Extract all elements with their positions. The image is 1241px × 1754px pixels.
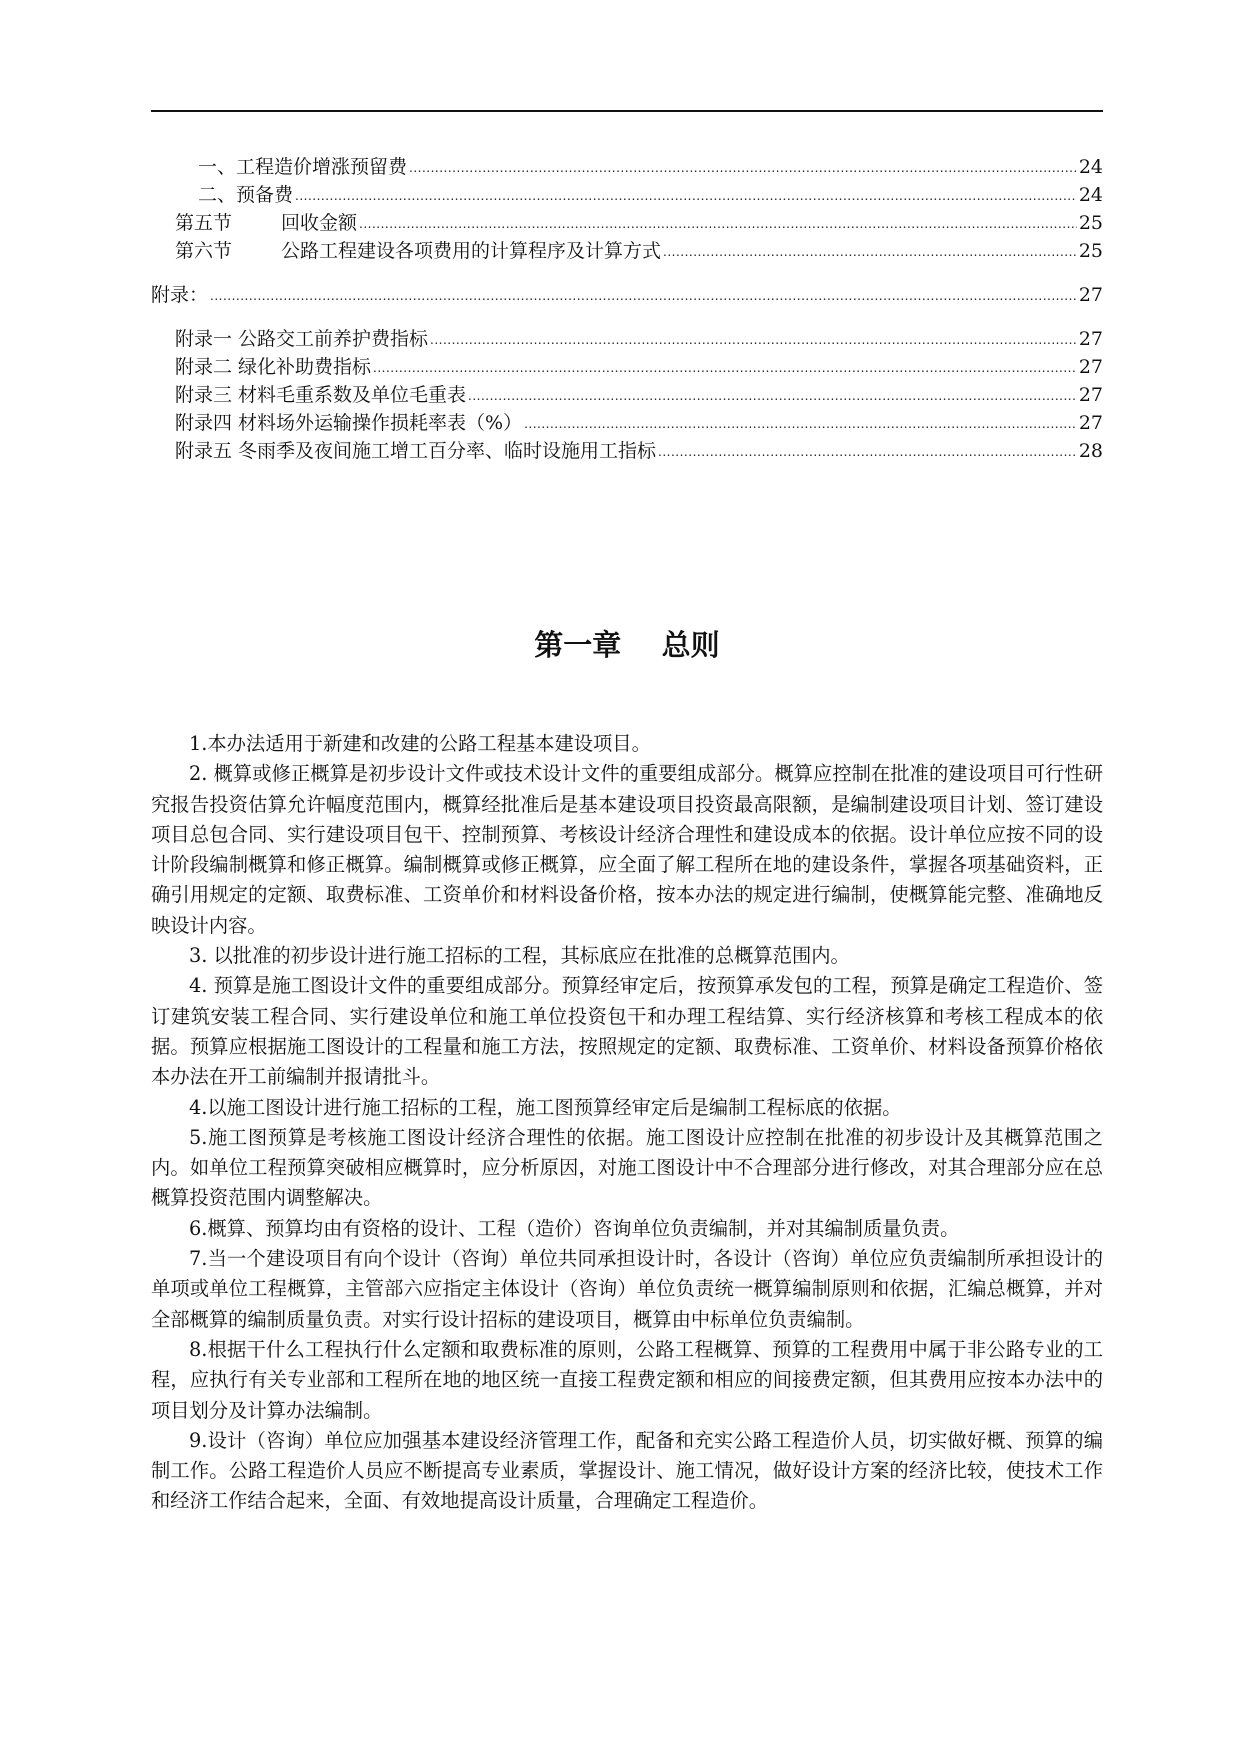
toc-page-number: 27 [1078, 412, 1103, 434]
toc-leader [359, 217, 1077, 231]
toc-page-number: 27 [1078, 284, 1103, 306]
toc-entry-label: 一、工程造价增涨预留费 [198, 156, 408, 178]
toc-entry-label: 附录： [151, 284, 209, 306]
toc-entry[interactable] [151, 408, 1103, 436]
toc-entry[interactable] [151, 352, 1103, 380]
toc-entry-label: 附录三 材料毛重系数及单位毛重表 [175, 384, 467, 406]
toc-page-number: 25 [1078, 212, 1103, 234]
toc-entry-label: 公路工程建设各项费用的计算程序及计算方式 [281, 240, 662, 262]
paragraph: 7.当一个建设项目有向个设计（咨询）单位共同承担设计时，各设计（咨询）单位应负责编制所承担设计的单项或单位工程概算，主管部六应指定主体设计（咨询）单位负责统一概算编制原则和依据，汇编总概算，并对全部概算的编制质量负责。对实行设计招标的建设项目，概算由中标单位负责编制。 [151, 1247, 1103, 1331]
toc-entry[interactable] [151, 208, 1103, 236]
toc-section-number: 第六节 [175, 240, 233, 262]
chapter-body [151, 729, 1103, 1517]
toc-entry-label: 附录五 冬雨季及夜间施工增工百分率、临时设施用工指标 [175, 440, 657, 462]
toc-page-number: 24 [1078, 184, 1103, 206]
toc-leader [409, 161, 1077, 175]
paragraph: 8.根据干什么工程执行什么定额和取费标准的原则，公路工程概算、预算的工程费用中属于非公路专业的工程，应执行有关专业部和工程所在地的地区统一直接工程费定额和相应的间接费定额，但其费用应按本办法中的项目划分及计算办法编制。 [151, 1337, 1103, 1422]
toc-entry-label: 回收金额 [281, 212, 358, 234]
toc-entry-label: 附录一 公路交工前养护费指标 [175, 328, 429, 350]
toc-leader [663, 245, 1077, 259]
toc-leader [468, 389, 1077, 403]
toc-page-number: 25 [1078, 240, 1103, 262]
paragraph: 5.施工图预算是考核施工图设计经济合理性的依据。施工图设计应控制在批准的初步设计及其概算范围之内。如单位工程预算突破相应概算时，应分析原因，对施工图设计中不合理部分进行修改，对其合理部分应在总概算投资范围内调整解决。 [151, 1125, 1103, 1210]
toc-page-number: 27 [1078, 384, 1103, 406]
toc-leader [295, 189, 1077, 203]
toc-leader [430, 333, 1077, 347]
table-of-contents [151, 152, 1103, 464]
toc-entry-label: 附录四 材料场外运输操作损耗率表（%） [175, 412, 523, 434]
toc-page-number: 28 [1078, 440, 1103, 462]
paragraph: 4. 预算是施工图设计文件的重要组成部分。预算经审定后，按预算承发包的工程，预算是确定工程造价、签订建筑安装工程合同、实行建设单位和施工单位投资包干和办理工程结算、实行经济核算和考核工程成本的依据。预算应根据施工图设计的工程量和施工方法，按照规定的定额、取费标准、工资单价、材料设备预算价格依本办法在开工前编制并报请批斗。 [151, 974, 1103, 1089]
paragraph: 9.设计（咨询）单位应加强基本建设经济管理工作，配备和充实公路工程造价人员，切实做好概、预算的编制工作。公路工程造价人员应不断提高专业素质，掌握设计、施工情况，做好设计方案的经济比较，使技术工作和经济工作结合起来，全面、有效地提高设计质量，合理确定工程造价。 [151, 1428, 1103, 1513]
toc-leader [658, 445, 1077, 459]
paragraph: 2. 概算或修正概算是初步设计文件或技术设计文件的重要组成部分。概算应控制在批准的建设项目可行性研究报告投资估算允许幅度范围内，概算经批准后是基本建设项目投资最高限额，是编制建设项目计划、签订建设项目总包合同、实行建设项目包干、控制预算、考核设计经济合理性和建设成本的依据。设计单位应按不同的设计阶段编制概算和修正概算。编制概算或修正概算，应全面了解工程所在地的建设条件，掌握各项基础资料，正确引用规定的定额、取费标准、工资单价和材料设备价格，按本办法的规定进行编制，使概算能完整、准确地反映设计内容。 [151, 762, 1103, 937]
paragraph: 1.本办法适用于新建和改建的公路工程基本建设项目。 [189, 732, 651, 755]
toc-entry[interactable] [151, 324, 1103, 352]
toc-page-number: 24 [1078, 156, 1103, 178]
toc-entry[interactable] [151, 380, 1103, 408]
paragraph: 6.概算、预算均由有资格的设计、工程（造价）咨询单位负责编制，并对其编制质量负责。 [189, 1216, 960, 1240]
toc-leader [524, 417, 1077, 431]
toc-page-number: 27 [1078, 356, 1103, 378]
chapter-title: 第一章 总则 [534, 628, 720, 662]
toc-entry[interactable] [151, 436, 1103, 464]
toc-leader [373, 361, 1077, 375]
toc-entry-label: 附录二 绿化补助费指标 [175, 356, 372, 378]
toc-entry[interactable] [151, 180, 1103, 208]
toc-leader [210, 289, 1077, 303]
toc-entry[interactable] [151, 152, 1103, 180]
toc-entry-label: 二、预备费 [198, 184, 294, 206]
toc-entry[interactable] [151, 236, 1103, 264]
header-rule [151, 110, 1103, 112]
toc-entry[interactable] [151, 280, 1103, 308]
toc-page-number: 27 [1078, 328, 1103, 350]
paragraph: 3. 以批准的初步设计进行施工招标的工程，其标底应在批准的总概算范围内。 [189, 944, 850, 968]
paragraph: 4.以施工图设计进行施工招标的工程，施工图预算经审定后是编制工程标底的依据。 [189, 1095, 902, 1119]
toc-section-number: 第五节 [175, 212, 233, 234]
